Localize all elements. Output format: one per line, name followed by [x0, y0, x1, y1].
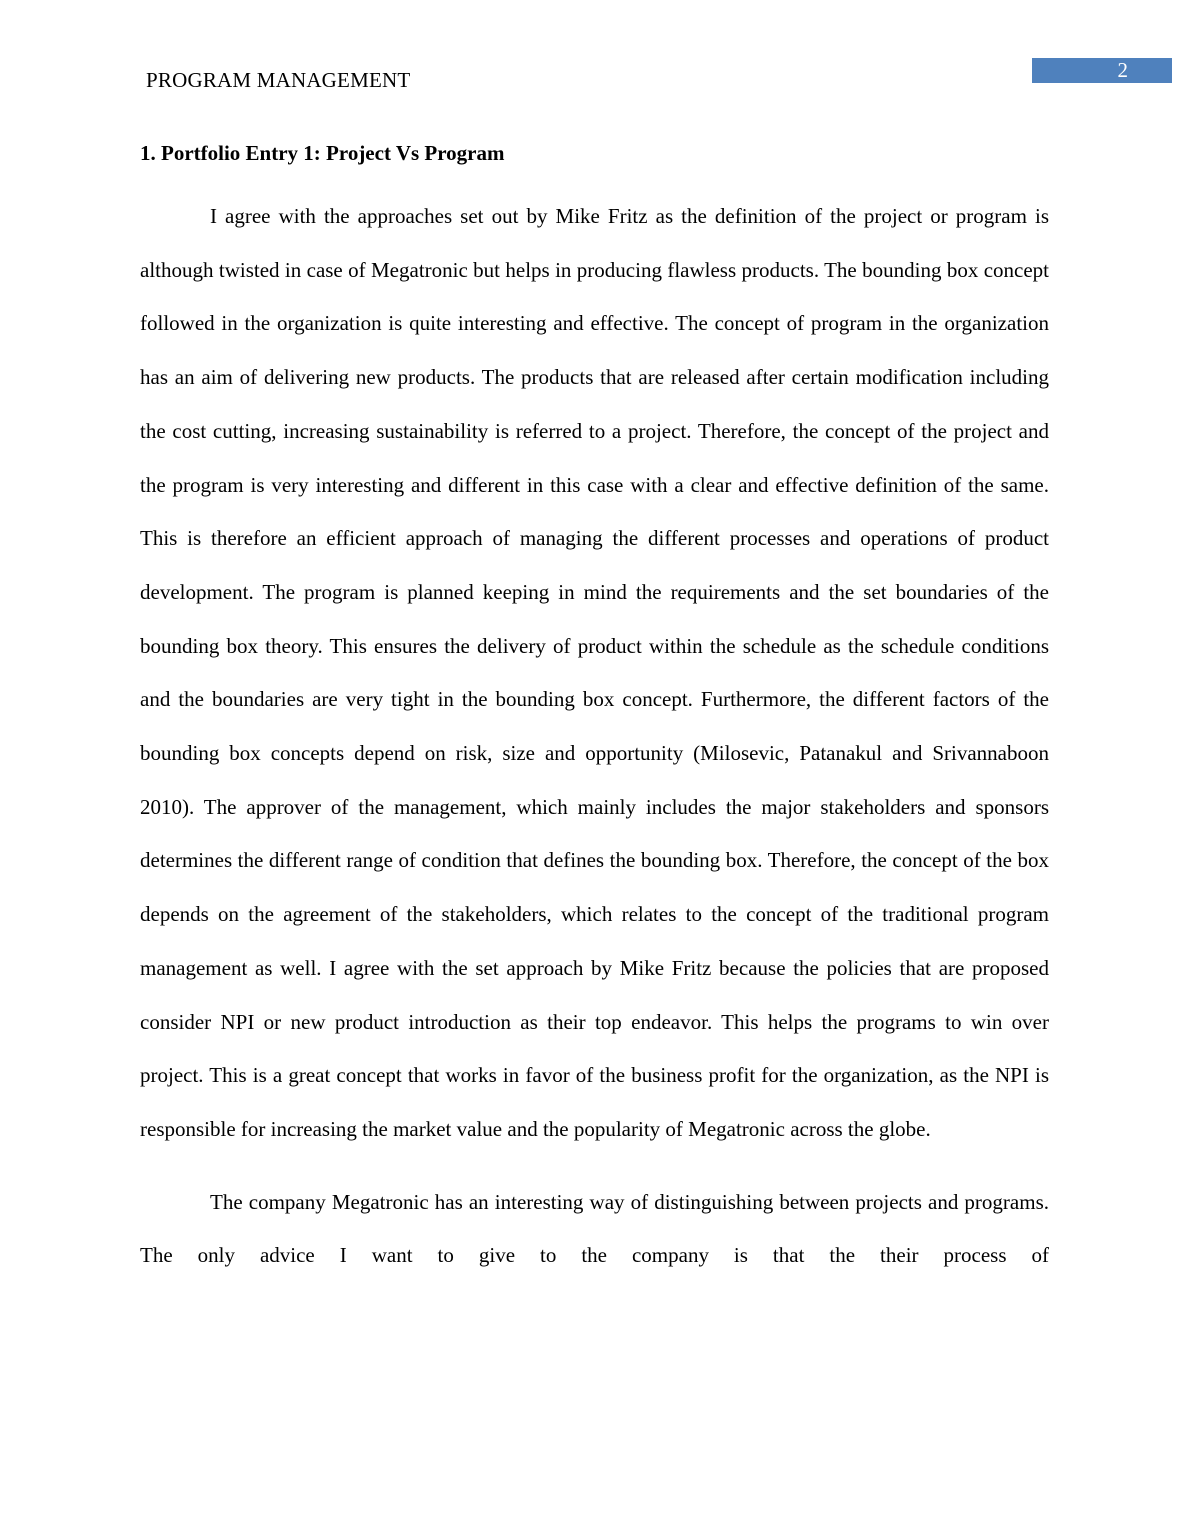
section-heading: 1. Portfolio Entry 1: Project Vs Program — [140, 141, 505, 165]
document-body — [140, 137, 1049, 1283]
page-number: 2 — [1117, 58, 1128, 82]
body-paragraph: I agree with the approaches set out by Mike Fritz as the definition of the project or program is although twisted in case of Megatronic but helps in producing flawless products. The bounding box concept followed in the organization is quite interesting and effective. The concept of program in the organization has an aim of delivering new products. The products that are released after certain modification including the cost cutting, increasing sustainability is referred to a project. Therefore, the concept of the project and the program is very interesting and different in this case with a clear and effective definition of the same. This is therefore an efficient approach of managing the different processes and operations of product development. The program is planned keeping in mind the requirements and the set boundaries of the bounding box theory. This ensures the delivery of product within the schedule as the schedule conditions and the boundaries are very tight in the bounding box concept. Furthermore, the different factors of the bounding box concepts depend on risk, size and opportunity (Milosevic, Patanakul and Srivannaboon 2010). The approver of the management, which mainly includes the major stakeholders and sponsors determines the different range of condition that defines the bounding box. Therefore, the concept of the box depends on the agreement of the stakeholders, which relates to the concept of the traditional program management as well. I agree with the set approach by Mike Fritz because the policies that are proposed consider NPI or new product introduction as their top endeavor. This helps the programs to win over project. This is a great concept that works in favor of the business profit for the organization, as the NPI is responsible for increasing the market value and the popularity of Megatronic across the globe. — [140, 204, 1049, 1141]
running-head: PROGRAM MANAGEMENT — [146, 68, 411, 92]
body-paragraph: The company Megatronic has an interesting way of distinguishing between projects and programs. The only advice I want to give to the company is that the their process of — [140, 1189, 1049, 1268]
page-number-badge — [1032, 58, 1172, 83]
